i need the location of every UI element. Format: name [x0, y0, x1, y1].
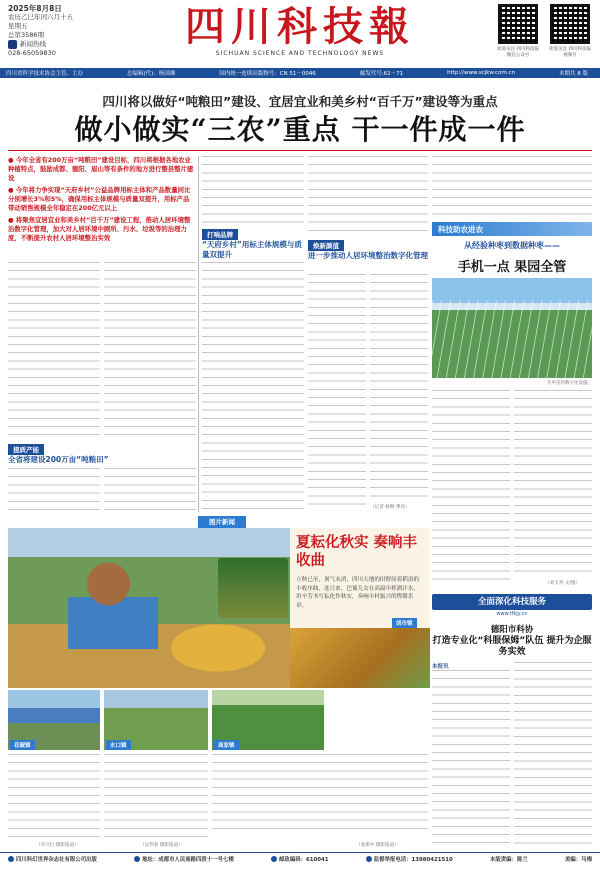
info-bar: [0, 68, 600, 78]
photo-credit: （李兴灯 摄影报道）: [36, 843, 79, 848]
section-tag: 焕新颜值: [308, 240, 344, 251]
phone-icon: [366, 856, 372, 862]
photo-location-label: 胡市镇: [392, 618, 417, 628]
location-icon: [134, 856, 140, 862]
photo-credit: （吴伟春 摄影报道）: [140, 843, 183, 848]
cn-number: 国内统一连续出版物号：CN 51－0046: [219, 71, 316, 77]
complaint-phone: 监督举报电话：13980421510: [373, 856, 453, 863]
issue-number: 总第3586期: [8, 31, 45, 39]
body-column: [432, 390, 510, 586]
body-column: [8, 262, 100, 442]
qr-code-icon: [498, 4, 538, 44]
postal-code: 邮发代号:61－71: [359, 71, 404, 77]
divider: [8, 150, 592, 151]
body-column: [104, 262, 196, 442]
body-column: [308, 156, 428, 236]
summary-point: ● 将聚焦宜居宜业和美乡村“百千万”建设工程，推动人居环境整治数字化管理，加大对人居环境中厕所、污水、垃圾等的治理力度，不断提升农村人居环境整治实效: [8, 216, 194, 243]
qr-label: 欢迎关注 四川科技报视频号: [549, 47, 591, 58]
autumn-title: 夏耘化秋实 奏响丰收曲: [296, 534, 418, 569]
divider: [198, 156, 199, 512]
photo-caption: [8, 754, 100, 842]
body-column: [514, 390, 592, 578]
byline: （记者 杨继 季亮）: [370, 505, 410, 510]
body-column: [202, 262, 304, 512]
section-tag: 打响品牌: [202, 229, 238, 240]
feature-headline: 手机一点 果园全管: [457, 260, 567, 275]
newspaper-title: 四川科技報: [185, 3, 415, 50]
footer: [0, 852, 600, 864]
body-column: [104, 468, 196, 514]
lead-headline: 做小做实“三农”重点 干一件成一件: [74, 113, 526, 146]
body-column: [8, 468, 100, 514]
corn-drying-photo: [290, 628, 430, 688]
lead-kicker: 四川将以做好“吨粮田”建设、宜居宜业和美乡村“百千万”建设等为重点: [102, 94, 498, 109]
newspaper-subtitle: SICHUAN SCIENCE AND TECHNOLOGY NEWS: [215, 50, 385, 57]
promo-kicker: 德阳市科协: [490, 625, 534, 635]
chief-editor: 总编辑(代)：杨国湘: [126, 71, 176, 77]
lead-summary: [8, 156, 194, 246]
summary-point: ● 今年全省有200万亩“吨粮田”建设目标，四川将根据各地农业种植特点，鼓励成都、德阳、眉山等有条件的地方进行整县整片建设: [8, 156, 194, 183]
body-column: [432, 670, 510, 848]
mail-icon: [271, 856, 277, 862]
photo-location-label: 水口镇: [106, 740, 131, 750]
qr-code-icon: [550, 4, 590, 44]
promo-url[interactable]: www.tfkjy.cn: [496, 611, 528, 617]
picture-news-tag: 图片新闻: [198, 516, 246, 528]
photo-location-label: 花椒镇: [10, 740, 35, 750]
page-count: 本期共 8 版: [559, 71, 588, 77]
video-qr[interactable]: [548, 4, 592, 58]
photo-location-label: 高家镇: [214, 740, 239, 750]
page-designer: 美编：马梅: [565, 856, 592, 863]
wechat-qr[interactable]: [496, 4, 540, 58]
section-title: 进一步推动人居环境整治数字化管理: [308, 251, 428, 260]
dateline: 本报讯: [432, 664, 449, 670]
lunar-date: 农历乙巳年闰六月十五: [8, 13, 73, 21]
body-column: [370, 274, 428, 502]
byline: （刘玉琴 文/图）: [545, 581, 581, 586]
sponsor: 四川省科学技术协会主管、主办: [6, 71, 84, 77]
issue-date: 2025年8月8日: [8, 4, 62, 13]
column-banner: [432, 222, 592, 236]
body-column: [514, 662, 592, 848]
hotline-number: 028-65059830: [8, 49, 56, 57]
column-name: 科技助农进农: [438, 225, 483, 234]
autumn-body: 立秋已至，暑气未消，四川大地的田野间着稻浪的丰收序曲，连日来，巴蜀儿女在高温中挥洒汗水，用辛劳书写耘化作秋实，奏响丰村振兴的铿锵乐章。: [296, 577, 420, 609]
photo-caption: [104, 754, 208, 842]
promo-headline: 打造专业化“科服保姆”队伍 提升为企服务实效: [432, 636, 592, 657]
feature-kicker: 从经验种枣到数据种枣——: [464, 241, 560, 250]
masthead-info: [8, 4, 138, 58]
section-title: “天府乡村”用标主体规模与质量双提升: [202, 240, 302, 259]
postcode: 邮政编码：610041: [279, 856, 329, 863]
body-column: [308, 274, 366, 512]
masthead: [0, 0, 600, 68]
page-editor: 本版责编：陈兰: [490, 856, 528, 863]
publisher-icon: [8, 856, 14, 862]
section-title: 全省将建设200万亩“吨粮田”: [8, 455, 109, 464]
publisher: 四川科幻世界杂志社有限公司出版: [16, 856, 97, 863]
photo-caption: [212, 754, 428, 834]
promo-banner: 全面深化科技服务: [432, 594, 592, 610]
body-column: [202, 156, 304, 226]
body-column: [432, 156, 592, 218]
photo-caption: 冬枣苗的数字化设施。: [547, 381, 592, 386]
summary-point: ● 今年将力争实现“天府乡村”公益品牌用标主体和产品数量同比分别增长3%和5%，确保用标主体规模与质量双提升，用标产品带动销售规模全年稳定在200亿元以上: [8, 186, 194, 213]
harvest-photo: [8, 528, 290, 688]
autumn-harvest-box: [290, 528, 430, 628]
weekday: 星期五: [8, 22, 28, 30]
address: 地址：成都市人民南路四段十一号七楼: [142, 856, 234, 863]
hotline-label: 新闻热线: [20, 40, 46, 48]
section-tag: 提质产能: [8, 444, 44, 455]
phone-icon: [8, 40, 17, 49]
greenhouse-photo: [432, 278, 592, 378]
photo-credit: （张新中 摄影报道）: [356, 843, 399, 848]
qr-label: 欢迎关注 四川科技报微信公众号: [497, 47, 539, 58]
website-link[interactable]: http://www.scjkw.com.cn: [447, 70, 516, 76]
